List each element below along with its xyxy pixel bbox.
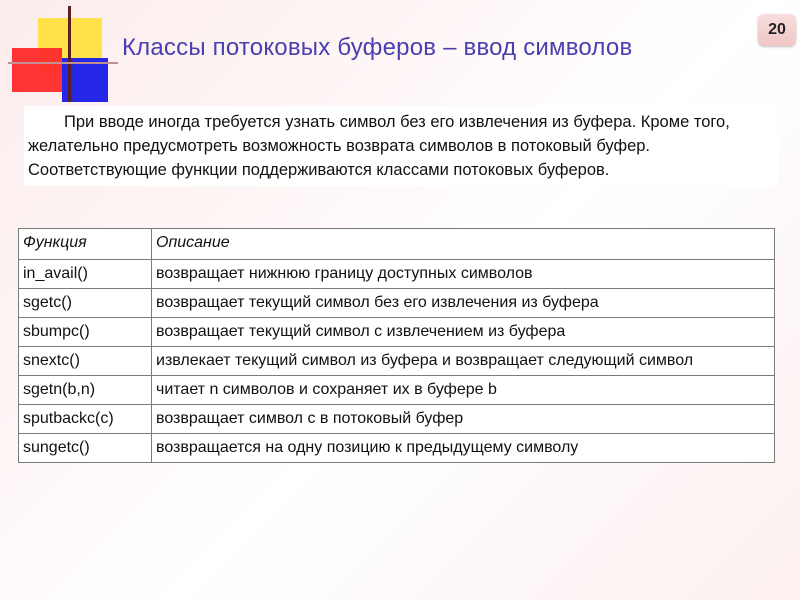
description-cell: возвращается на одну позицию к предыдущему символу xyxy=(152,434,775,463)
function-cell: sgetc() xyxy=(19,289,152,318)
table-row xyxy=(19,405,775,434)
decor-red-square xyxy=(12,48,62,92)
function-cell: sgetn(b,n) xyxy=(19,376,152,405)
functions-table xyxy=(18,228,775,463)
description-cell: возвращает нижнюю границу доступных символов xyxy=(152,260,775,289)
function-cell: sungetc() xyxy=(19,434,152,463)
table-header-row xyxy=(19,229,775,260)
description-cell: возвращает текущий символ с извлечением из буфера xyxy=(152,318,775,347)
table-row xyxy=(19,289,775,318)
description-cell: возвращает текущий символ без его извлечения из буфера xyxy=(152,289,775,318)
table-row xyxy=(19,347,775,376)
table-row xyxy=(19,376,775,405)
description-cell: извлекает текущий символ из буфера и возвращает следующий символ xyxy=(152,347,775,376)
slide-title: Классы потоковых буферов – ввод символов xyxy=(122,34,633,61)
decor-vertical-line xyxy=(68,6,71,102)
function-cell: sputbackc(c) xyxy=(19,405,152,434)
table-row xyxy=(19,318,775,347)
function-cell: sbumpc() xyxy=(19,318,152,347)
decor-horizontal-line xyxy=(8,62,118,64)
page-number: 20 xyxy=(758,14,796,46)
table-row xyxy=(19,434,775,463)
header-function: Функция xyxy=(19,229,152,260)
description-cell: возвращает символ c в потоковый буфер xyxy=(152,405,775,434)
table-row xyxy=(19,260,775,289)
header-description: Описание xyxy=(152,229,775,260)
function-cell: snextc() xyxy=(19,347,152,376)
function-cell: in_avail() xyxy=(19,260,152,289)
description-cell: читает n символов и сохраняет их в буфере b xyxy=(152,376,775,405)
intro-paragraph: При вводе иногда требуется узнать символ без его извлечения из буфера. Кроме того, желательно предусмотреть возможность возврата символов в потоковый буфер. Соответствующие функции поддерживаются классами потоковых буферов. xyxy=(24,106,778,186)
